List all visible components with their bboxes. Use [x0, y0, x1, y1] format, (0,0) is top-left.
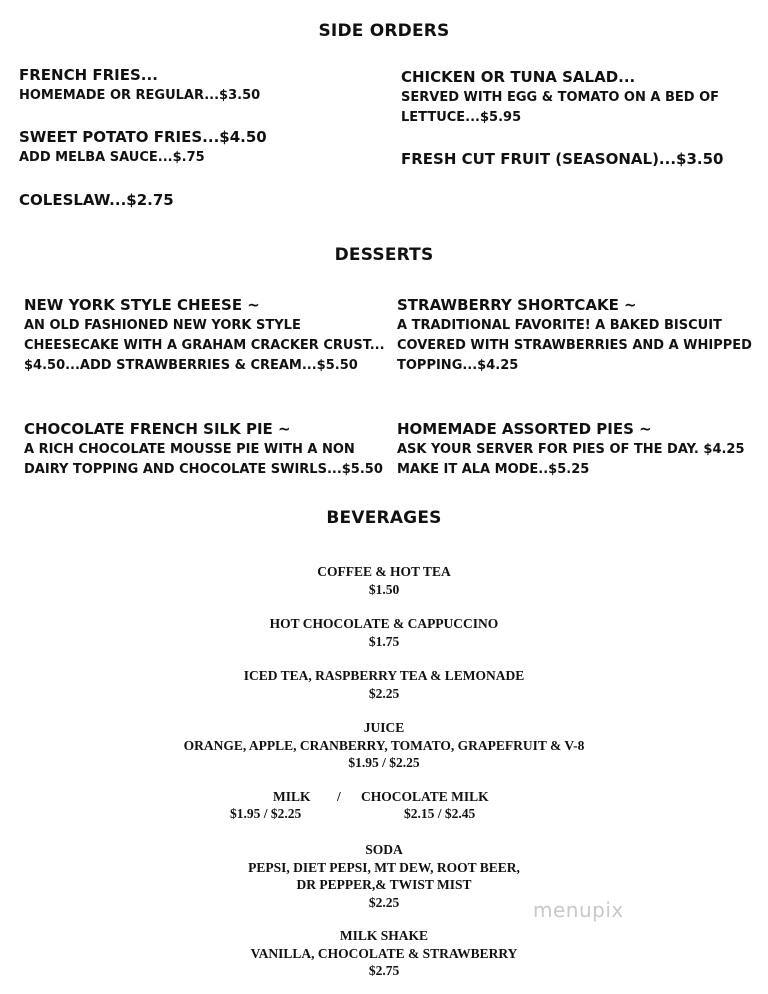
beverage-price: $2.75	[368, 963, 400, 978]
item-title: NEW YORK STYLE CHEESE ~	[24, 296, 260, 314]
item-title: FRENCH FRIES...	[19, 66, 158, 84]
item-title: FRESH CUT FRUIT (SEASONAL)...$3.50	[401, 150, 724, 168]
menu-item-sweet-potato-fries	[19, 126, 267, 168]
beverage-price: $2.25	[368, 894, 400, 910]
beverage-juice	[0, 719, 768, 772]
menu-item-assorted-pies	[397, 418, 745, 480]
menu-item-coleslaw	[19, 189, 174, 211]
beverage-price: $1.75	[368, 633, 400, 649]
beverage-hot-chocolate	[0, 615, 768, 650]
beverage-name: MILK SHAKE	[339, 928, 429, 943]
item-desc: ASK YOUR SERVER FOR PIES OF THE DAY. $4.25	[397, 442, 745, 457]
beverage-price: $1.95 / $2.25	[348, 755, 420, 770]
desserts-heading: DESSERTS	[334, 245, 434, 265]
beverage-desc: ORANGE, APPLE, CRANBERRY, TOMATO, GRAPEFRUIT & V-8	[183, 737, 585, 753]
beverage-name: COFFEE & HOT TEA	[317, 564, 451, 579]
beverage-name: SODA	[365, 842, 403, 857]
beverage-desc: PEPSI, DIET PEPSI, MT DEW, ROOT BEER,	[248, 859, 520, 875]
menu-item-chicken-tuna-salad	[401, 66, 719, 128]
item-desc: COVERED WITH STRAWBERRIES AND A WHIPPED	[397, 338, 752, 353]
beverage-price: $2.25	[368, 685, 400, 701]
item-desc: AN OLD FASHIONED NEW YORK STYLE	[24, 318, 301, 333]
watermark: menupix	[533, 898, 624, 922]
item-desc: LETTUCE...$5.95	[401, 110, 522, 125]
item-desc: A RICH CHOCOLATE MOUSSE PIE WITH A NON	[24, 442, 355, 457]
item-desc: $4.50...ADD STRAWBERRIES & CREAM...$5.50	[24, 358, 358, 373]
beverage-iced-tea	[0, 667, 768, 702]
chocolate-milk-price: $2.15 / $2.45	[404, 806, 476, 821]
item-title: HOMEMADE ASSORTED PIES ~	[397, 420, 652, 438]
item-desc: CHEESECAKE WITH A GRAHAM CRACKER CRUST...	[24, 338, 385, 353]
beverage-desc: VANILLA, CHOCOLATE & STRAWBERRY	[250, 945, 518, 961]
milk-price: $1.95 / $2.25	[230, 806, 302, 821]
menu-item-french-silk-pie	[24, 418, 383, 480]
item-desc: SERVED WITH EGG & TOMATO ON A BED OF	[401, 90, 720, 105]
menu-item-strawberry-shortcake	[397, 294, 752, 376]
item-title: CHOCOLATE FRENCH SILK PIE ~	[24, 420, 291, 438]
beverage-name: ICED TEA, RASPBERRY TEA & LEMONADE	[243, 668, 525, 683]
chocolate-milk-label: CHOCOLATE MILK	[361, 789, 489, 804]
item-title: SWEET POTATO FRIES...$4.50	[19, 128, 267, 146]
milk-label: MILK	[273, 789, 311, 804]
beverage-soda	[0, 841, 768, 911]
beverage-desc: DR PEPPER,& TWIST MIST	[296, 877, 472, 892]
beverage-name: HOT CHOCOLATE & CAPPUCCINO	[269, 616, 499, 631]
side-orders-heading: SIDE ORDERS	[318, 21, 450, 41]
item-title: CHICKEN OR TUNA SALAD...	[401, 68, 636, 86]
item-desc: MAKE IT ALA MODE..$5.25	[397, 462, 590, 477]
item-desc: TOPPING...$4.25	[397, 358, 519, 373]
beverage-name: JUICE	[363, 720, 405, 735]
beverages-heading: BEVERAGES	[326, 508, 442, 528]
item-title: STRAWBERRY SHORTCAKE ~	[397, 296, 637, 314]
menu-item-fresh-fruit	[401, 148, 723, 170]
item-desc: HOMEMADE OR REGULAR...$3.50	[19, 88, 261, 103]
menu-item-french-fries	[19, 64, 260, 106]
beverage-milk-shake	[0, 927, 768, 980]
beverage-price: $1.50	[368, 581, 400, 597]
item-desc: ADD MELBA SAUCE...$.75	[19, 150, 205, 165]
menu-item-cheesecake	[24, 294, 385, 376]
item-desc: A TRADITIONAL FAVORITE! A BAKED BISCUIT	[397, 318, 722, 333]
item-desc: DAIRY TOPPING AND CHOCOLATE SWIRLS...$5.50	[24, 462, 383, 477]
beverage-coffee	[0, 563, 768, 598]
milk-separator: /	[337, 789, 341, 804]
item-title: COLESLAW...$2.75	[19, 191, 174, 209]
